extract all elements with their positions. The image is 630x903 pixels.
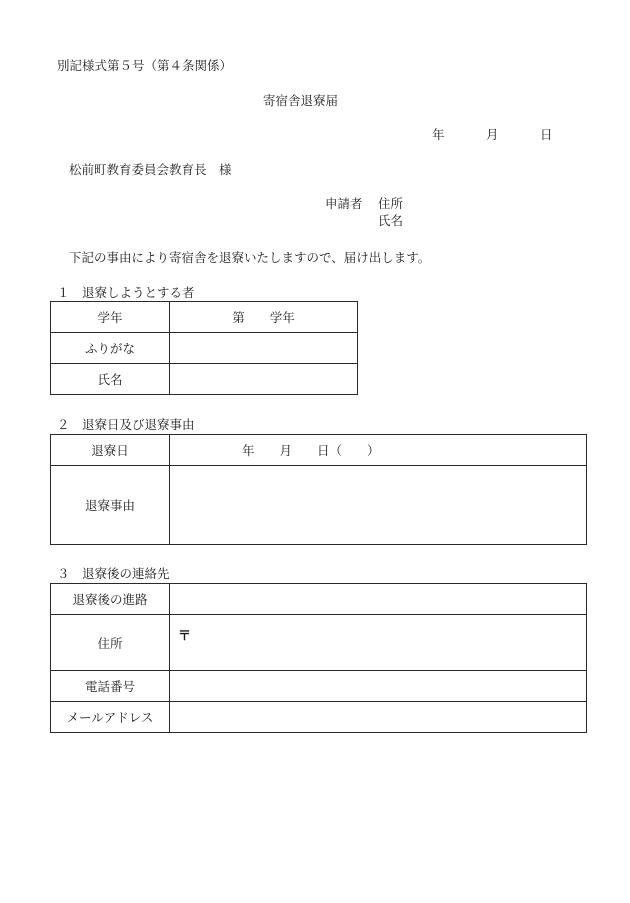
leave-reason-label: 退寮事由 (51, 466, 170, 545)
table-row (51, 302, 358, 333)
table-row (51, 584, 587, 615)
table-row (51, 671, 587, 702)
applicant-address-label: 住所 (378, 196, 404, 211)
table-row (51, 466, 587, 545)
phone-field[interactable] (170, 671, 587, 702)
leave-table (50, 434, 587, 545)
leave-date-label: 退寮日 (51, 435, 170, 466)
name-field[interactable] (170, 364, 358, 395)
table-row (51, 615, 587, 671)
applicant-name-label: 氏名 (378, 213, 404, 228)
postal-mark: 〒 (178, 629, 192, 644)
form-title: 寄宿舎退寮届 (263, 93, 339, 108)
grade-label: 学年 (51, 302, 170, 333)
address-field[interactable] (170, 615, 587, 671)
furigana-label: ふりがな (51, 333, 170, 364)
section3-heading: ３ 退寮後の連絡先 (57, 566, 170, 581)
leave-reason-field[interactable] (170, 466, 587, 545)
student-table (50, 301, 358, 395)
section1-heading: １ 退寮しようとする者 (57, 285, 195, 300)
phone-label: 電話番号 (51, 671, 170, 702)
addressee: 松前町教育委員会教育長 様 (69, 162, 232, 177)
section2-heading: ２ 退寮日及び退寮事由 (57, 417, 195, 432)
table-row (51, 702, 587, 733)
table-row (51, 333, 358, 364)
email-label: メールアドレス (51, 702, 170, 733)
career-field[interactable] (170, 584, 587, 615)
grade-field[interactable]: 第 学年 (170, 302, 358, 333)
career-label: 退寮後の進路 (51, 584, 170, 615)
intro-text: 下記の事由により寄宿舎を退寮いたしますので、届け出します。 (69, 250, 431, 265)
date-day-label: 日 (540, 127, 553, 142)
table-row (51, 364, 358, 395)
table-row (51, 435, 587, 466)
address-label: 住所 (51, 615, 170, 671)
contact-table (50, 583, 587, 733)
date-year-label: 年 (432, 127, 445, 142)
leave-date-field[interactable]: 年 月 日（ ） (170, 435, 587, 466)
email-field[interactable] (170, 702, 587, 733)
date-month-label: 月 (486, 127, 499, 142)
name-label: 氏名 (51, 364, 170, 395)
form-number: 別記様式第５号（第４条関係） (57, 58, 233, 73)
furigana-field[interactable] (170, 333, 358, 364)
applicant-label: 申請者 (325, 196, 363, 211)
